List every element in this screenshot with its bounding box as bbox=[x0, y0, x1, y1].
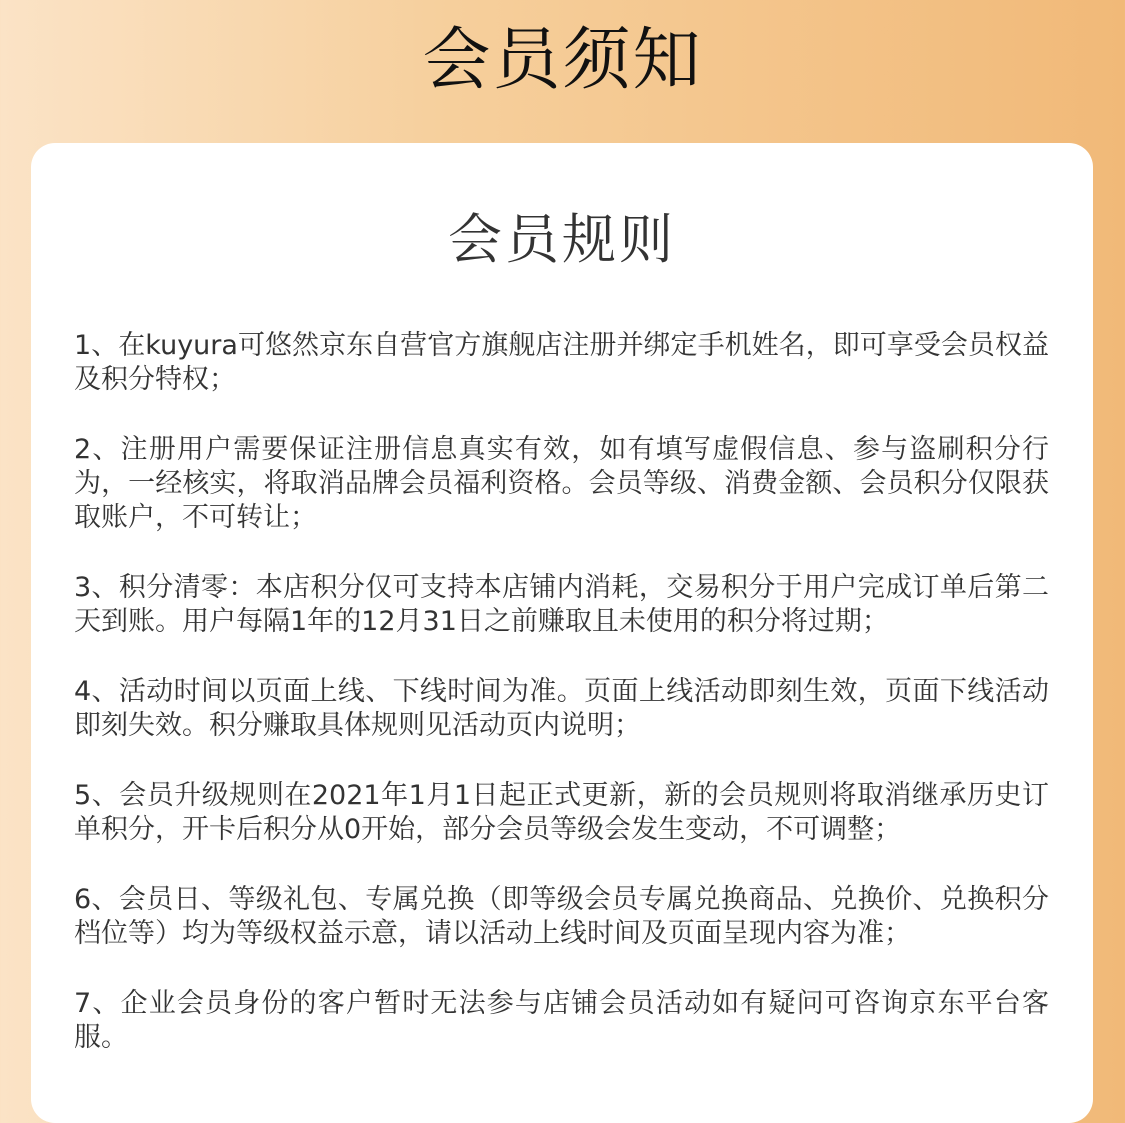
rules-card bbox=[31, 143, 1093, 1123]
rule-item-3: 3、积分清零：本店积分仅可支持本店铺内消耗，交易积分于用户完成订单后第二天到账。用户每隔1年的12月31日之前赚取且未使用的积分将过期； bbox=[74, 572, 1049, 637]
card-title: 会员规则 bbox=[448, 208, 676, 271]
rule-item-6: 6、会员日、等级礼包、专属兑换（即等级会员专属兑换商品、兑换价、兑换积分档位等）均为等级权益示意，请以活动上线时间及页面呈现内容为准； bbox=[74, 884, 1049, 949]
rule-item-7: 7、企业会员身份的客户暂时无法参与店铺会员活动如有疑问可咨询京东平台客服。 bbox=[74, 988, 1049, 1053]
rule-item-1: 1、在kuyura可悠然京东自营官方旗舰店注册并绑定手机姓名，即可享受会员权益及积分特权； bbox=[74, 330, 1049, 395]
page-title: 会员须知 bbox=[422, 21, 703, 100]
rule-item-4: 4、活动时间以页面上线、下线时间为准。页面上线活动即刻生效，页面下线活动即刻失效。积分赚取具体规则见活动页内说明； bbox=[74, 676, 1049, 741]
rules-list bbox=[74, 329, 1049, 1091]
rule-item-2: 2、注册用户需要保证注册信息真实有效，如有填写虚假信息、参与盗刷积分行为，一经核实，将取消品牌会员福利资格。会员等级、消费金额、会员积分仅限获取账户，不可转让； bbox=[74, 434, 1049, 533]
rule-item-5: 5、会员升级规则在2021年1月1日起正式更新，新的会员规则将取消继承历史订单积分，开卡后积分从0开始，部分会员等级会发生变动，不可调整； bbox=[74, 780, 1049, 845]
